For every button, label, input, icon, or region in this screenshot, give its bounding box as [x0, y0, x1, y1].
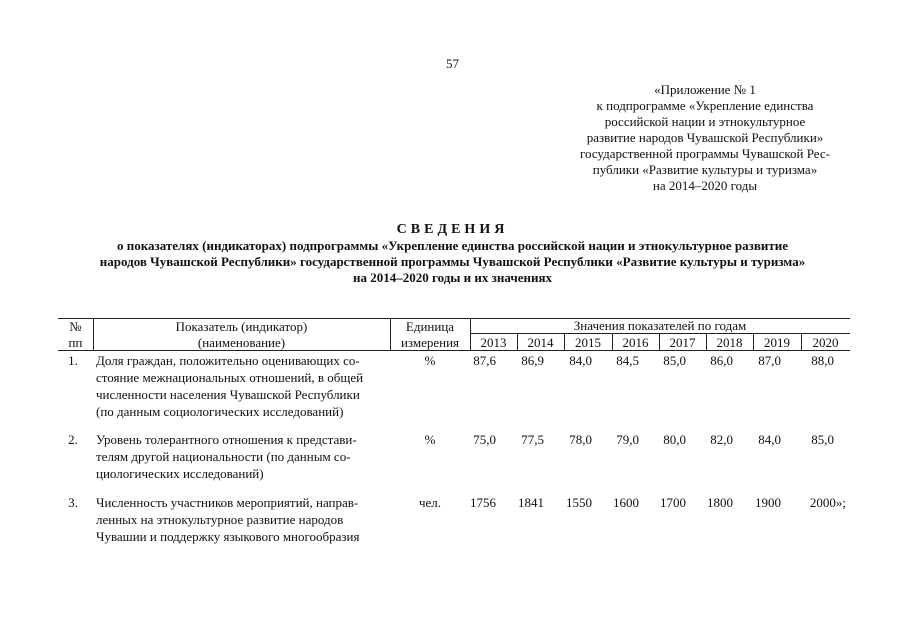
indicator-line: Численность участников мероприятий, направ-: [96, 495, 359, 510]
header-year: 2016: [622, 335, 649, 350]
value-cell: 1841: [518, 495, 544, 510]
appendix-line: к подпрограмме «Укрепление единства: [596, 98, 814, 113]
indicator-line: Чувашии и поддержку языкового многообразия: [96, 529, 360, 544]
appendix-line: на 2014–2020 годы: [652, 178, 758, 193]
header-unit-bottom: измерения: [400, 335, 460, 350]
value-cell: 84,5: [616, 353, 639, 368]
header-indicator-bottom: (наименование): [197, 335, 286, 350]
value-cell: 1756: [470, 495, 496, 510]
appendix-line: государственной программы Чувашской Рес-: [580, 146, 830, 161]
appendix-line: развитие народов Чувашской Республики»: [586, 130, 824, 145]
header-year: 2013: [480, 335, 507, 350]
value-cell: 84,0: [758, 432, 781, 447]
indicator-name: [96, 352, 388, 420]
header-unit-top: Единица: [405, 319, 455, 334]
indicator-line: Доля граждан, положительно оценивающих со-: [96, 353, 360, 368]
indicator-line: (по данным социологических исследований): [96, 404, 344, 419]
header-year: 2019: [764, 335, 790, 350]
appendix-line: публики «Развитие культуры и туризма»: [592, 162, 818, 177]
subtitle-line: на 2014–2020 годы и их значениях: [353, 270, 552, 285]
header-year: 2018: [716, 335, 743, 350]
header-indicator-top: Показатель (индикатор): [175, 319, 308, 334]
value-cell: 87,6: [473, 353, 496, 368]
header-num-bottom: пп: [68, 335, 83, 350]
indicator-line: циологических исследований): [96, 466, 264, 481]
table-header-bottom-border: [58, 350, 850, 351]
value-cell: 79,0: [616, 432, 639, 447]
appendix-line: «Приложение № 1: [654, 82, 756, 97]
value-cell: 85,0: [663, 353, 686, 368]
row-number: 1.: [68, 353, 78, 368]
value-cell: 84,0: [569, 353, 592, 368]
value-cell: 78,0: [569, 432, 592, 447]
value-cell: 88,0: [811, 353, 834, 368]
value-cell: 77,5: [521, 432, 544, 447]
indicator-line: телям другой национальности (по данным со-: [96, 449, 351, 464]
indicator-line: численности населения Чувашской Республики: [96, 387, 360, 402]
document-title: СВЕДЕНИЯ: [396, 222, 509, 237]
subtitle-line: о показателях (индикаторах) подпрограммы «Укрепление единства российской нации и этнокультурное развитие: [116, 238, 788, 253]
unit-of-measure: %: [424, 432, 436, 447]
header-year: 2014: [527, 335, 554, 350]
indicator-line: Уровень толерантного отношения к представи-: [96, 432, 357, 447]
header-year: 2020: [812, 335, 839, 350]
unit-of-measure: %: [424, 353, 436, 368]
value-cell: 75,0: [473, 432, 496, 447]
value-cell: 82,0: [710, 432, 733, 447]
value-cell: 1600: [613, 495, 639, 510]
appendix-line: российской нации и этнокультурное: [604, 114, 806, 129]
value-cell: 1800: [707, 495, 733, 510]
header-year: 2017: [669, 335, 696, 350]
row-number: 3.: [68, 495, 78, 510]
indicator-line: ленных на этнокультурное развитие народов: [96, 512, 344, 527]
value-cell: 87,0: [758, 353, 781, 368]
value-cell: 85,0: [811, 432, 834, 447]
value-cell: 1700: [660, 495, 686, 510]
value-cell: 1900: [755, 495, 781, 510]
value-cell: 2000»;: [809, 495, 846, 510]
page-number: 57: [446, 56, 459, 71]
value-cell: 86,0: [710, 353, 733, 368]
value-cell: 86,9: [521, 353, 544, 368]
indicator-name: [96, 431, 388, 482]
appendix-reference: [546, 82, 864, 194]
unit-of-measure: чел.: [418, 495, 442, 510]
header-year: 2015: [575, 335, 601, 350]
indicator-line: стояние межнациональных отношений, в общей: [96, 370, 364, 385]
indicator-name: [96, 494, 388, 545]
row-number: 2.: [68, 432, 78, 447]
years-group-divider: [470, 333, 850, 334]
value-cell: 1550: [566, 495, 592, 510]
subtitle-line: народов Чувашской Республики» государственной программы Чувашской Республики «Развитие культуры и туризма»: [99, 254, 806, 269]
document-subtitle: [40, 238, 865, 286]
header-values-group: Значения показателей по годам: [573, 318, 747, 333]
value-cell: 80,0: [663, 432, 686, 447]
header-num-top: №: [69, 319, 82, 334]
